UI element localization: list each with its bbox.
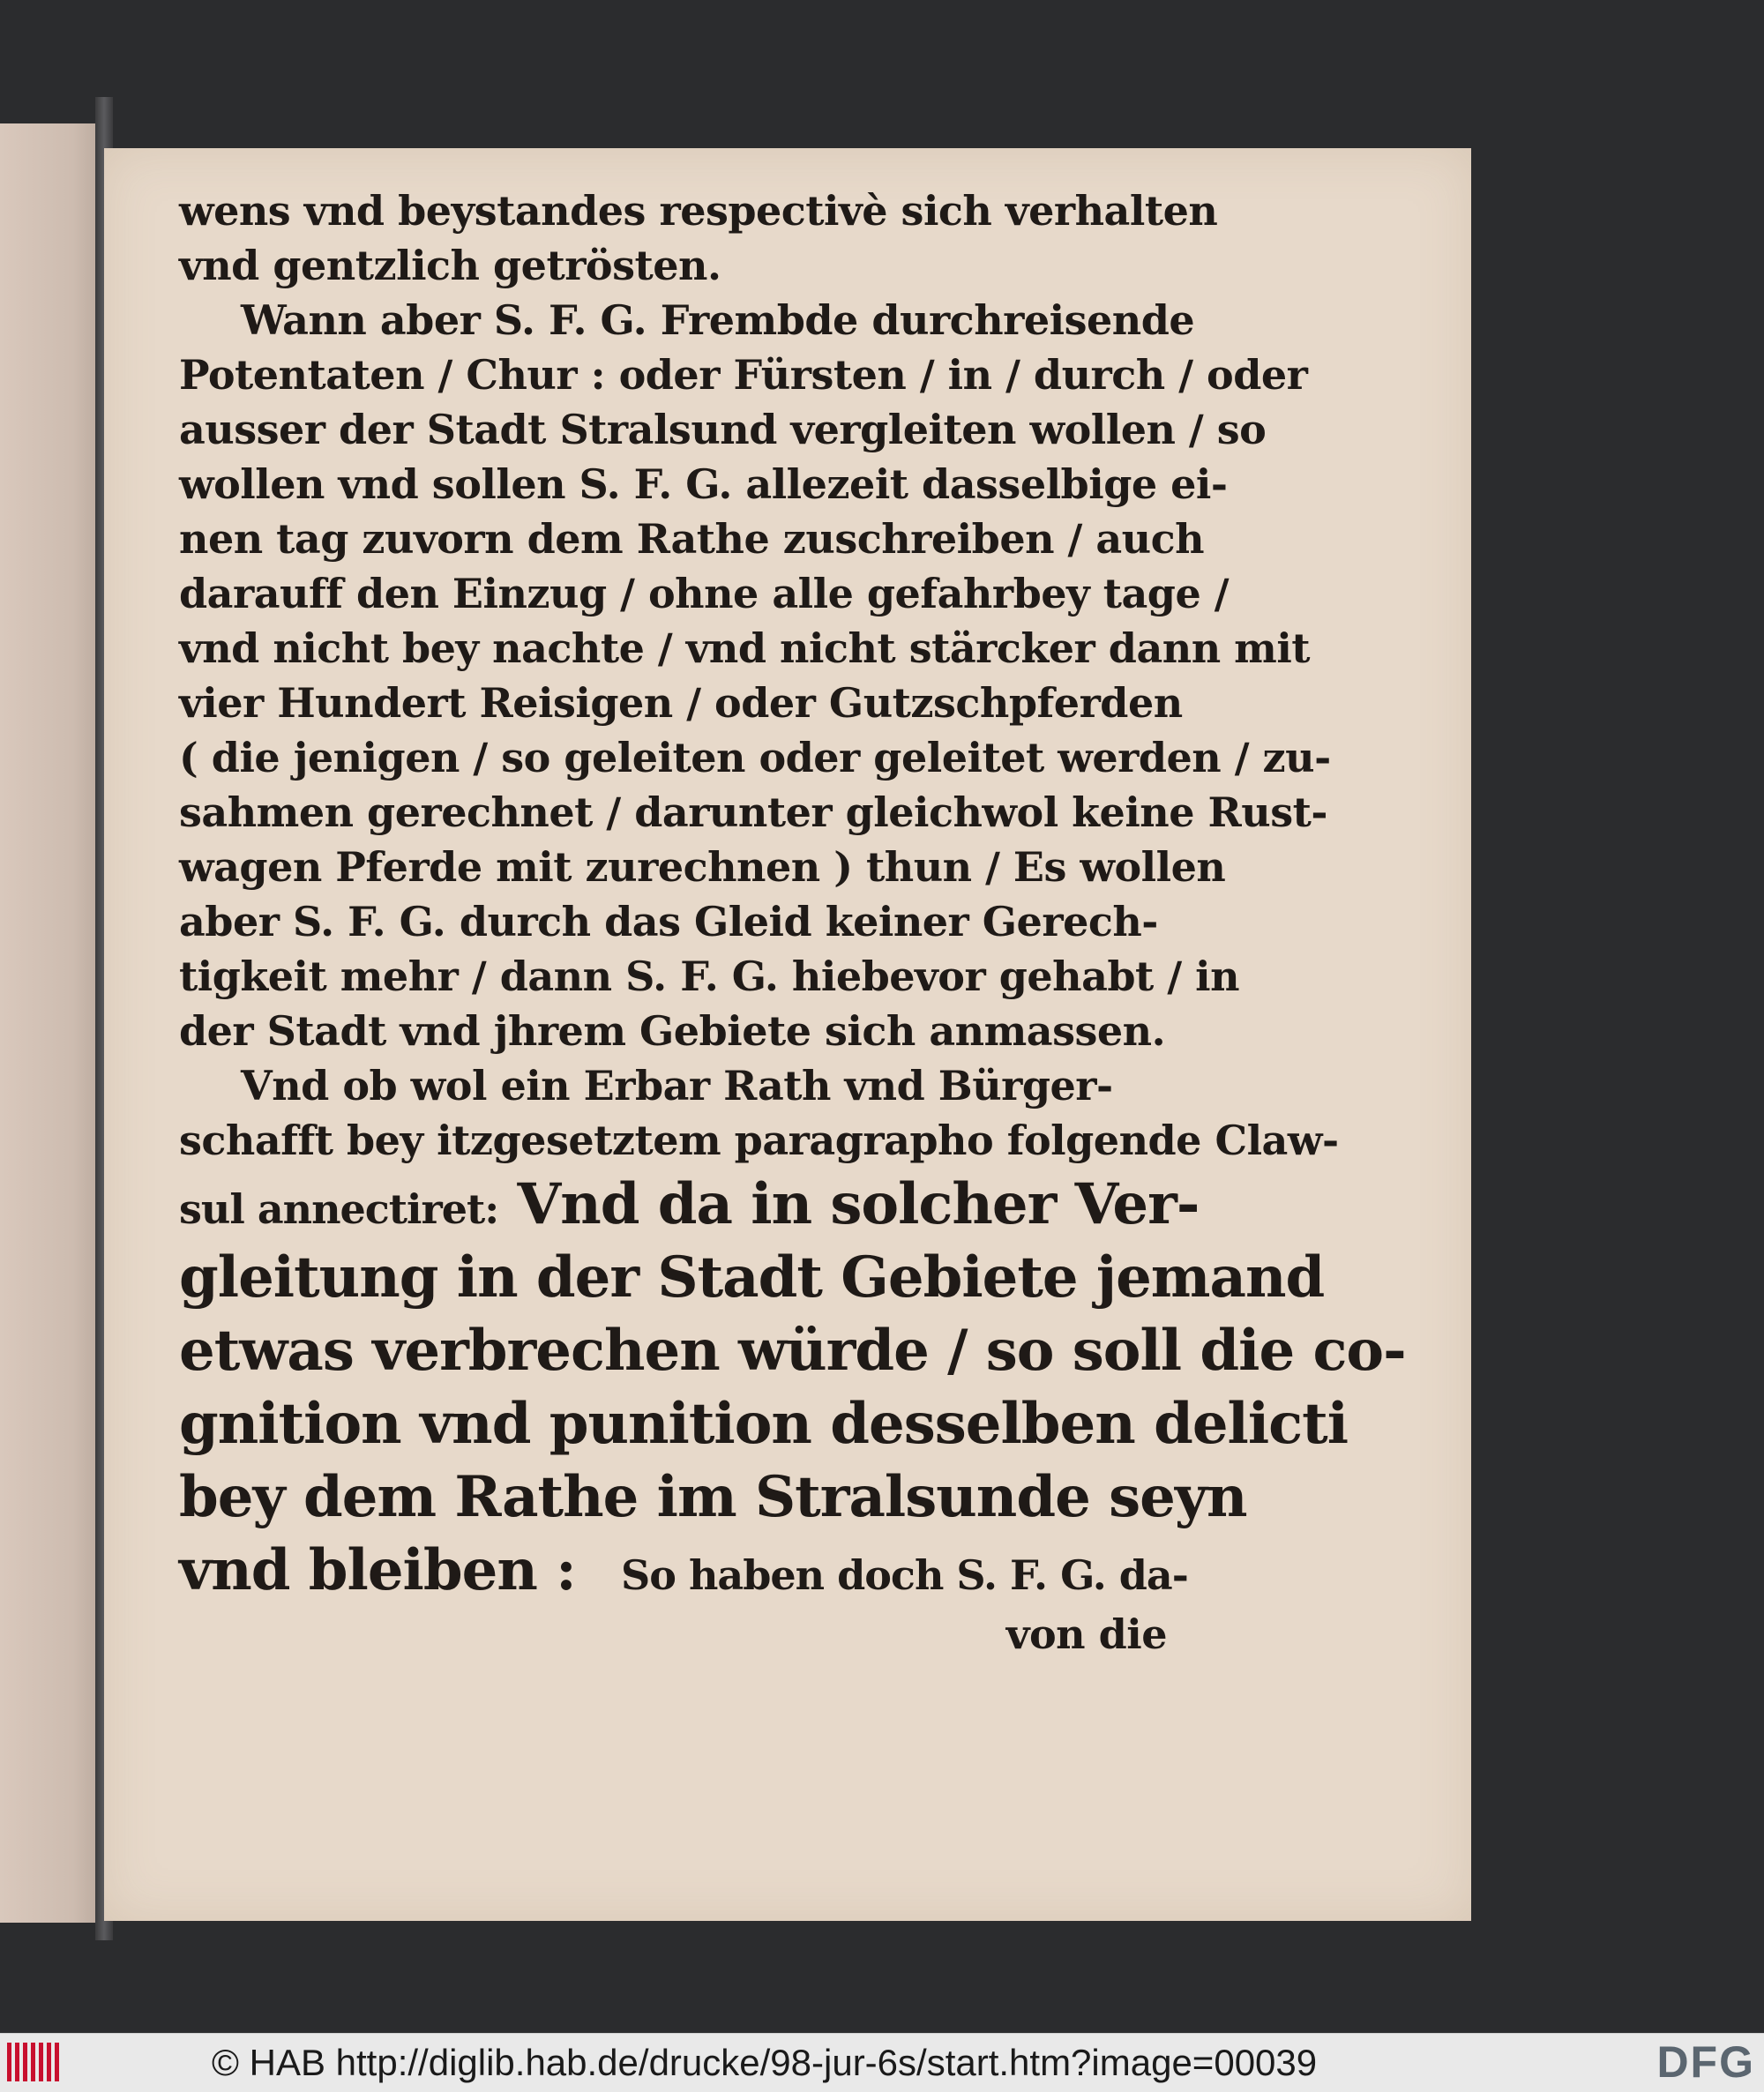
book-page	[104, 148, 1471, 1921]
quoted-clause-start: Vnd da in solcher Ver-	[517, 1171, 1200, 1237]
page-text	[179, 183, 1406, 1662]
quoted-clause-end: vnd bleiben :	[179, 1537, 576, 1603]
quoted-clause-line: bey dem Rathe im Stralsunde seyn	[179, 1464, 1247, 1530]
text-line: nen tag zuvorn dem Rathe zuschreiben / auch	[179, 515, 1205, 563]
text-line: ausser der Stadt Stralsund vergleiten wollen / so	[179, 406, 1267, 453]
text-line: sahmen gerechnet / darunter gleichwol keine Rust-	[179, 788, 1327, 836]
text-line-mixed	[179, 1534, 1188, 1607]
text-line: Wann aber S. F. G. Frembde durchreisende	[241, 296, 1195, 344]
text-line: wagen Pferde mit zurechnen ) thun / Es wollen	[179, 843, 1226, 891]
text-continuation: So haben doch S. F. G. da-	[621, 1551, 1188, 1599]
catchword: von die	[1005, 1610, 1167, 1658]
text-line: der Stadt vnd jhrem Gebiete sich anmassen.	[179, 1007, 1166, 1055]
facing-page-edge	[0, 123, 104, 1923]
dfg-logo: DFG	[1656, 2037, 1755, 2087]
text-line: schafft bey itzgesetztem paragrapho folgende Claw-	[179, 1117, 1339, 1164]
text-line: darauff den Einzug / ohne alle gefahrbey tage /	[179, 570, 1230, 617]
text-line-mixed	[179, 1168, 1200, 1241]
facing-page-fragment	[5, 176, 58, 206]
hab-logo-icon	[7, 2043, 72, 2085]
text-line: tigkeit mehr / dann S. F. G. hiebevor gehabt / in	[179, 953, 1240, 1000]
text-line: vier Hundert Reisigen / oder Gutzschpferden	[179, 679, 1183, 727]
text-line: Potentaten / Chur : oder Fürsten / in / durch / oder	[179, 351, 1308, 399]
text-line: aber S. F. G. durch das Gleid keiner Gerech-	[179, 898, 1158, 945]
quoted-clause-line: gnition vnd punition desselben delicti	[179, 1391, 1348, 1457]
quoted-clause-line: gleitung in der Stadt Gebiete jemand	[179, 1244, 1325, 1311]
text-line: Vnd ob wol ein Erbar Rath vnd Bürger-	[241, 1062, 1113, 1110]
text-line: vnd nicht bey nachte / vnd nicht stärcker dann mit	[179, 624, 1311, 672]
text-line: ( die jenigen / so geleiten oder geleitet werden / zu-	[179, 734, 1331, 781]
copyright-credit: © HAB http://diglib.hab.de/drucke/98-jur-6s/start.htm?image=00039	[212, 2042, 1318, 2083]
text-line: wollen vnd sollen S. F. G. allezeit dasselbige ei-	[179, 460, 1228, 508]
text-line: vnd gentzlich getrösten.	[179, 242, 721, 289]
quoted-clause-line: etwas verbrechen würde / so soll die co-	[179, 1318, 1406, 1384]
clause-intro: sul annectiret:	[179, 1185, 499, 1233]
viewer-footer	[0, 2033, 1764, 2092]
text-line: wens vnd beystandes respectivè sich verhalten	[179, 187, 1218, 235]
